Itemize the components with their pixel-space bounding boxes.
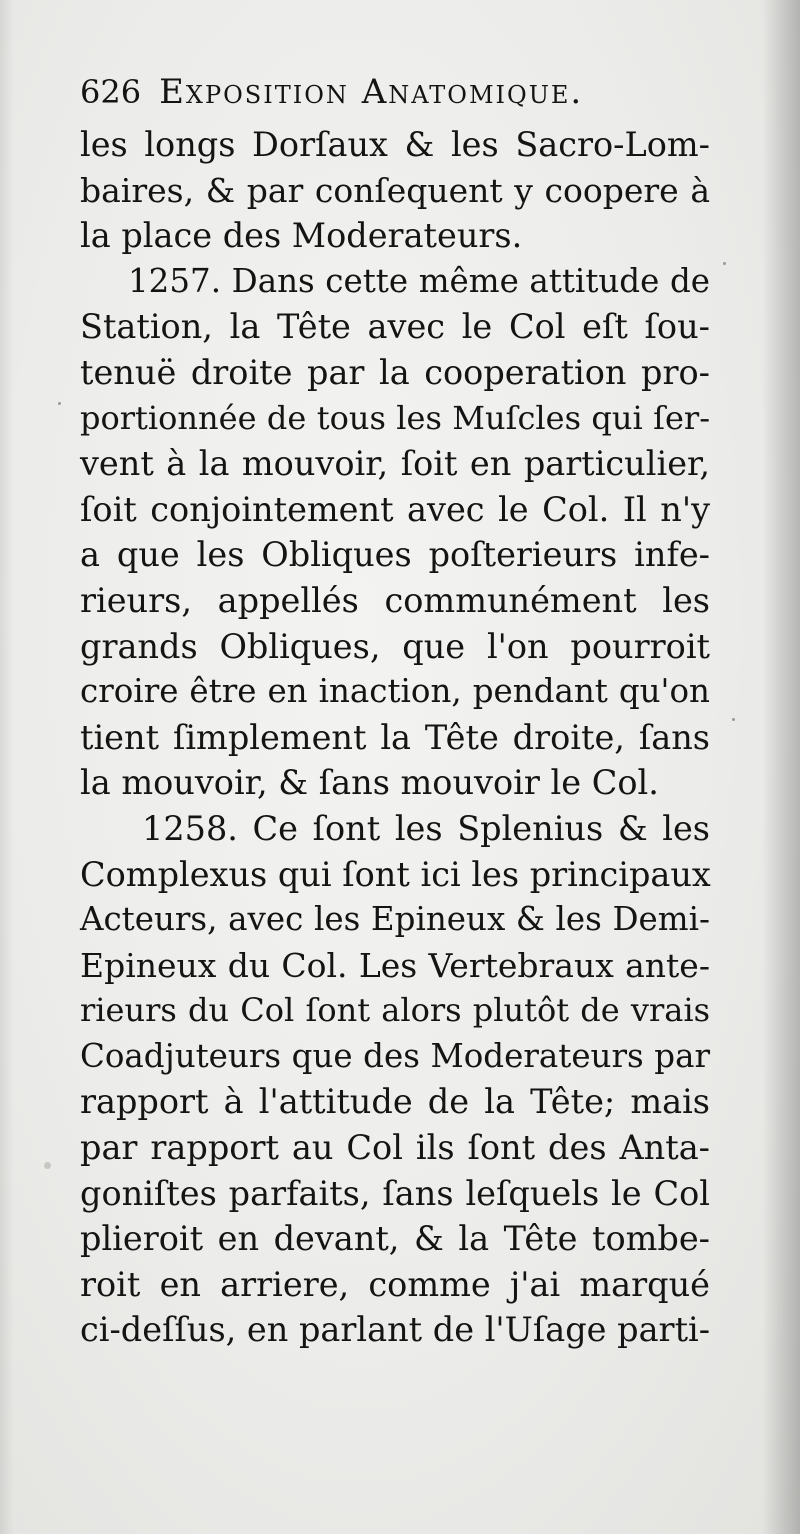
text-line: vent à la mouvoir, ſoit en particulier, bbox=[80, 444, 710, 484]
paper-speck bbox=[723, 262, 726, 265]
text-line: Coadjuteurs que des Moderateurs par bbox=[80, 1036, 710, 1075]
text-line: tient ſimplement la Tête droite, ſans bbox=[80, 717, 710, 757]
text-line: la mouvoir, & ſans mouvoir le Col. bbox=[80, 763, 659, 803]
text-line: 1257. Dans cette même attitude de bbox=[128, 261, 710, 300]
running-header bbox=[80, 72, 710, 122]
binding-gutter-shadow bbox=[762, 0, 800, 1534]
text-line: 1258. Ce ſont les Splenius & les bbox=[142, 808, 710, 848]
text-line: plieroit en devant, & la Tête tombe- bbox=[80, 1219, 710, 1259]
page-left-edge-shadow bbox=[0, 0, 14, 1534]
text-line: croire être en inaction, pendant qu'on bbox=[80, 672, 710, 711]
paragraph-1257 bbox=[80, 259, 710, 806]
text-line: roit en arriere, comme j'ai marqué bbox=[80, 1264, 710, 1304]
text-line: Station, la Tête avec le Col eſt ſou- bbox=[80, 307, 710, 347]
text-line: Epineux du Col. Les Vertebraux ante- bbox=[80, 945, 710, 985]
page-number: 626 bbox=[80, 73, 142, 111]
text-line: Acteurs, avec les Epineux & les Demi- bbox=[80, 900, 710, 939]
text-line: les longs Dorſaux & les Sacro-Lom- bbox=[80, 125, 710, 164]
text-line: portionnée de tous les Muſcles qui ſer- bbox=[80, 398, 710, 437]
paper-speck bbox=[44, 1162, 51, 1169]
text-line: par rapport au Col ils ſont des Anta- bbox=[80, 1128, 710, 1168]
text-line: rapport à l'attitude de la Tête; mais bbox=[80, 1082, 710, 1122]
text-line: Complexus qui ſont ici les principaux bbox=[80, 854, 711, 894]
paragraph-1258 bbox=[80, 806, 710, 1353]
text-line: ſoit conjointement avec le Col. Il n'y bbox=[80, 489, 710, 529]
text-line: rieurs, appellés communément les bbox=[80, 580, 710, 620]
text-line: grands Obliques, que l'on pourroit bbox=[80, 626, 710, 666]
running-title: Exposition Anatomique. bbox=[159, 72, 584, 112]
text-line: ci-deſſus, en parlant de l'Uſage parti- bbox=[80, 1310, 711, 1350]
text-line: rieurs du Col ſont alors plutôt de vrais bbox=[80, 991, 710, 1030]
paper-speck bbox=[732, 718, 735, 721]
paragraph-continuation bbox=[80, 122, 710, 259]
text-line: baires, & par conſequent y coopere à bbox=[80, 170, 710, 210]
text-line: tenuë droite par la cooperation pro- bbox=[80, 352, 710, 392]
page-text bbox=[80, 72, 710, 1353]
paper-speck bbox=[58, 402, 61, 405]
text-line: a que les Obliques poſterieurs infe- bbox=[80, 535, 710, 575]
text-line: la place des Moderateurs. bbox=[80, 216, 523, 256]
text-line: goniſtes parfaits, ſans leſquels le Col bbox=[80, 1173, 710, 1213]
